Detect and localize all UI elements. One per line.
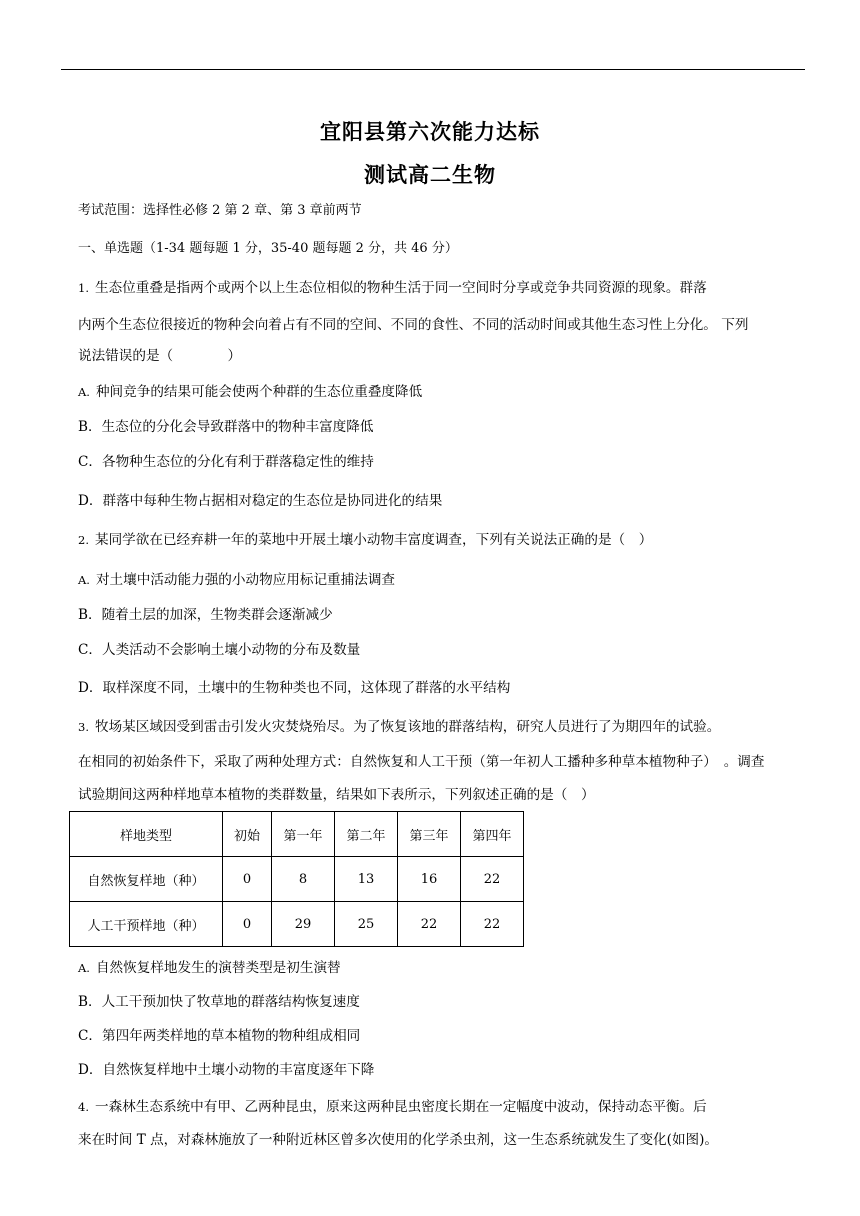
option-text: 各物种生态位的分化有利于群落稳定性的维持 [102,454,374,470]
q2-option-a [78,570,395,590]
table-header-cell: 样地类型 [70,812,223,857]
question-1-line-2: 内两个生态位很接近的物种会向着占有不同的空间、不同的食性、不同的活动时间或其他生态习性上分化。 下列 [78,317,749,333]
q2-option-d [78,678,510,698]
question-text: 某同学欲在已经弃耕一年的菜地中开展土壤小动物丰富度调查，下列有关说法正确的是（ ） [94,532,653,548]
table-cell: 25 [335,902,398,947]
option-text: 人工干预加快了牧草地的群落结构恢复速度 [101,994,360,1010]
table-cell: 16 [398,857,461,902]
table-row [70,857,524,902]
question-number: 2. [78,533,89,547]
table-cell: 22 [461,902,524,947]
table-header-cell: 初始 [223,812,272,857]
q3-option-a [78,958,341,978]
exam-title: 宜阳县第六次能力达标 [320,119,540,144]
question-text: 牧场某区域因受到雷击引发火灾焚烧殆尽。为了恢复该地的群落结构，研究人员进行了为期四年的试验。 [94,719,721,735]
question-number: 3. [78,720,89,734]
question-text: 生态位重叠是指两个或两个以上生态位相似的物种生活于同一空间时分享或竞争共同资源的现象。群落 [94,280,707,296]
option-label: D． [78,493,103,509]
section-heading: 一、单选题（1-34 题每题 1 分，35-40 题每题 2 分，共 46 分） [78,241,458,256]
option-label: C． [78,454,102,470]
option-label: C． [78,1028,102,1044]
header-rule [61,69,805,70]
option-text: 群落中每种生物占据相对稳定的生态位是协同进化的结果 [102,493,443,509]
table-cell: 自然恢复样地（种） [70,857,223,902]
option-label: D． [78,1062,103,1078]
option-text: 人类活动不会影响土壤小动物的分布及数量 [102,642,361,658]
question-3-line-2: 在相同的初始条件下，采取了两种处理方式：自然恢复和人工干预（第一年初人工播种多种草本植物种子） 。调查 [78,754,765,770]
exam-scope: 考试范围：选择性必修 2 第 2 章、第 3 章前两节 [78,203,362,218]
option-label: B． [78,419,102,435]
table-cell: 29 [272,902,335,947]
question-4-line-1 [78,1097,707,1117]
table-cell: 0 [223,902,272,947]
question-1-line-1 [78,278,707,298]
q1-option-c [78,452,374,472]
option-label: B． [78,994,102,1010]
option-text: 生态位的分化会导致群落中的物种丰富度降低 [101,419,374,435]
table-cell: 13 [335,857,398,902]
table-cell: 人工干预样地（种） [70,902,223,947]
table-cell: 22 [398,902,461,947]
question-number: 4. [78,1100,89,1114]
option-text: 种间竞争的结果可能会使两个种群的生态位重叠度降低 [95,384,423,400]
table-cell: 0 [223,857,272,902]
table-header-cell: 第三年 [398,812,461,857]
table-header-cell: 第二年 [335,812,398,857]
question-2-line-1 [78,530,652,550]
q1-option-a [78,382,422,402]
option-text: 自然恢复样地发生的演替类型是初生演替 [95,960,341,976]
option-text: 对土壤中活动能力强的小动物应用标记重捕法调查 [95,572,396,588]
question-1-line-3: 说法错误的是（ ） [78,348,242,364]
option-text: 随着土层的加深，生物类群会逐渐减少 [101,607,333,623]
option-label: A. [78,385,90,399]
option-label: C． [78,642,102,658]
table-header-row [70,812,524,857]
q3-option-c [78,1026,360,1046]
question-3-line-3: 试验期间这两种样地草本植物的类群数量，结果如下表所示，下列叙述正确的是（ ） [78,787,595,803]
data-table [69,811,524,947]
q2-option-b [78,605,333,625]
table-cell: 22 [461,857,524,902]
q3-option-b [78,992,360,1012]
question-number: 1. [78,281,89,295]
option-label: A. [78,961,90,975]
table-header-cell: 第一年 [272,812,335,857]
q1-option-d [78,491,442,511]
question-4-line-2: 来在时间 T 点，对森林施放了一种附近林区曾多次使用的化学杀虫剂，这一生态系统就发生了变化(如图)。 [78,1132,719,1148]
option-text: 自然恢复样地中土壤小动物的丰富度逐年下降 [102,1062,375,1078]
option-text: 第四年两类样地的草本植物的物种组成相同 [102,1028,361,1044]
option-label: B． [78,607,102,623]
option-label: A. [78,573,90,587]
question-text: 一森林生态系统中有甲、乙两种昆虫，原来这两种昆虫密度长期在一定幅度中波动，保持动态平衡。后 [94,1099,707,1115]
q3-option-d [78,1060,374,1080]
table-header-cell: 第四年 [461,812,524,857]
question-3-line-1 [78,717,720,737]
option-label: D． [78,680,103,696]
q1-option-b [78,417,373,437]
exam-subtitle: 测试高二生物 [364,162,496,187]
table-row [70,902,524,947]
table-cell: 8 [272,857,335,902]
option-text: 取样深度不同，土壤中的生物种类也不同，这体现了群落的水平结构 [102,680,511,696]
q2-option-c [78,640,360,660]
